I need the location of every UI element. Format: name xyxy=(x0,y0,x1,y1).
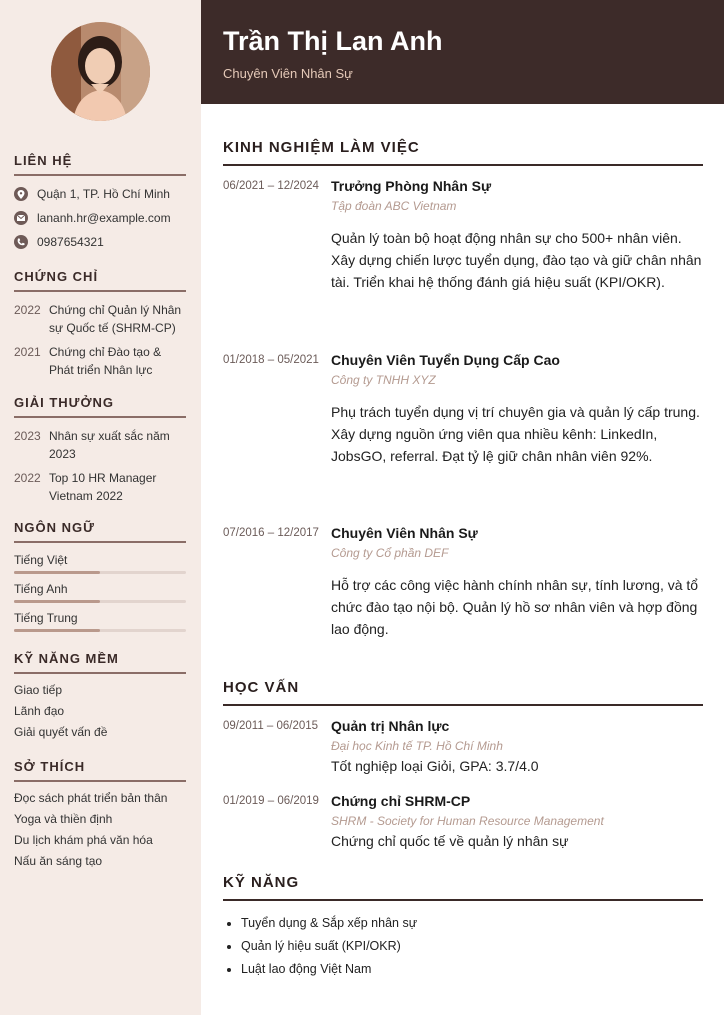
contact-address xyxy=(14,182,186,206)
header-banner xyxy=(201,0,724,104)
award-item xyxy=(14,427,186,463)
candidate-role: Chuyên Viên Nhân Sự xyxy=(223,66,353,81)
experience-description: Quản lý toàn bộ hoạt động nhân sự cho 500+ nhân viên. Xây dựng chiến lược tuyển dụng, đào tạo và giữ chân nhân tài. Triển khai hệ thống đánh giá hiệu suất (KPI/OKR). xyxy=(331,230,702,290)
languages-title: NGÔN NGỮ xyxy=(14,520,186,543)
certificates-section xyxy=(14,269,186,379)
experience-description: Hỗ trợ các công việc hành chính nhân sự, tính lương, và tổ chức đào tạo nội bộ. Quản lý hồ sơ nhân viên và hợp đồng lao động. xyxy=(331,577,699,637)
experience-date: 06/2021 – 12/2024 xyxy=(223,180,319,192)
education-school: SHRM - Society for Human Resource Management xyxy=(331,814,604,828)
education-degree: Chứng chỉ SHRM-CP xyxy=(331,793,471,809)
hobbies-section xyxy=(14,759,186,872)
award-text: Top 10 HR Manager Vietnam 2022 xyxy=(49,471,157,503)
experience-date: 01/2018 – 05/2021 xyxy=(223,354,319,366)
experience-company: Công ty Cổ phần DEF xyxy=(331,546,449,560)
education-note: Tốt nghiệp loại Giỏi, GPA: 3.7/4.0 xyxy=(331,758,539,774)
education-degree: Quản trị Nhân lực xyxy=(331,718,450,734)
hobby-item: Nấu ăn sáng tạo xyxy=(14,854,103,868)
certificate-year: 2022 xyxy=(14,303,41,317)
awards-section xyxy=(14,395,186,505)
mail-icon xyxy=(14,211,28,225)
soft-skill-item: Lãnh đạo xyxy=(14,704,65,718)
experience-title: KINH NGHIỆM LÀM VIỆC xyxy=(223,139,703,166)
contact-title: LIÊN HỆ xyxy=(14,153,186,176)
phone-icon xyxy=(14,235,28,249)
languages-section xyxy=(14,520,186,632)
education-school: Đại học Kinh tế TP. Hồ Chí Minh xyxy=(331,739,503,753)
language-level-bar xyxy=(14,571,186,574)
education-date: 01/2019 – 06/2019 xyxy=(223,795,319,807)
certificate-item xyxy=(14,343,186,379)
certificate-text: Chứng chỉ Quản lý Nhân sự Quốc tế (SHRM-CP) xyxy=(49,303,182,335)
language-level-bar xyxy=(14,600,186,603)
hobby-item: Yoga và thiền định xyxy=(14,812,113,826)
soft-skills-title: KỸ NĂNG MỀM xyxy=(14,651,186,674)
contact-email xyxy=(14,206,186,230)
award-year: 2022 xyxy=(14,471,41,485)
profile-photo-icon xyxy=(51,22,150,121)
language-level-bar xyxy=(14,629,186,632)
location-pin-icon xyxy=(14,187,28,201)
language-item xyxy=(14,553,186,574)
avatar xyxy=(51,22,150,121)
skills-title: KỸ NĂNG xyxy=(223,874,703,901)
experience-job-title: Chuyên Viên Tuyển Dụng Cấp Cao xyxy=(331,352,560,368)
sidebar xyxy=(0,0,201,1015)
address-text: Quận 1, TP. Hồ Chí Minh xyxy=(37,187,170,201)
education-title: HỌC VẤN xyxy=(223,679,703,706)
soft-skills-section xyxy=(14,651,186,743)
award-year: 2023 xyxy=(14,429,41,443)
experience-company: Công ty TNHH XYZ xyxy=(331,373,436,387)
language-name: Tiếng Trung xyxy=(14,611,78,625)
candidate-name: Trần Thị Lan Anh xyxy=(223,26,443,56)
certificate-text: Chứng chỉ Đào tạo & Phát triển Nhân lực xyxy=(49,345,162,377)
email-text[interactable]: lananh.hr@example.com xyxy=(37,211,171,225)
skills-list xyxy=(227,912,417,981)
certificate-item xyxy=(14,301,186,337)
certificates-title: CHỨNG CHỈ xyxy=(14,269,186,292)
bullet-icon xyxy=(227,922,231,926)
soft-skill-item: Giao tiếp xyxy=(14,683,63,697)
contact-section xyxy=(14,153,186,254)
experience-company: Tập đoàn ABC Vietnam xyxy=(331,199,457,213)
bullet-icon xyxy=(227,968,231,972)
experience-job-title: Trưởng Phòng Nhân Sự xyxy=(331,178,492,194)
language-item xyxy=(14,582,186,603)
hobby-item: Đọc sách phát triển bản thân xyxy=(14,791,168,805)
contact-phone xyxy=(14,230,186,254)
awards-title: GIẢI THƯỞNG xyxy=(14,395,186,418)
phone-text[interactable]: 0987654321 xyxy=(37,235,104,249)
hobbies-title: SỞ THÍCH xyxy=(14,759,186,782)
skill-item xyxy=(227,958,417,981)
skill-item xyxy=(227,912,417,935)
soft-skill-item: Giải quyết vấn đề xyxy=(14,725,108,739)
experience-description: Phụ trách tuyển dụng vị trí chuyên gia và quản lý cấp trung. Xây dựng nguồn ứng viên qua nhiều kênh: LinkedIn, JobsGO, referral. Đạt tỷ lệ giữ chân nhân viên 92%. xyxy=(331,404,700,464)
award-text: Nhân sự xuất sắc năm 2023 xyxy=(49,429,170,461)
certificate-year: 2021 xyxy=(14,345,41,359)
hobby-item: Du lịch khám phá văn hóa xyxy=(14,833,153,847)
skill-text: Tuyển dụng & Sắp xếp nhân sự xyxy=(241,916,418,930)
education-note: Chứng chỉ quốc tế về quản lý nhân sự xyxy=(331,833,569,849)
experience-job-title: Chuyên Viên Nhân Sự xyxy=(331,525,478,541)
skill-text: Quản lý hiệu suất (KPI/OKR) xyxy=(241,939,401,953)
bullet-icon xyxy=(227,945,231,949)
education-date: 09/2011 – 06/2015 xyxy=(223,720,319,732)
skill-text: Luật lao động Việt Nam xyxy=(241,962,372,976)
experience-date: 07/2016 – 12/2017 xyxy=(223,527,319,539)
language-item xyxy=(14,611,186,632)
award-item xyxy=(14,469,186,505)
language-name: Tiếng Anh xyxy=(14,582,68,596)
skill-item xyxy=(227,935,417,958)
language-name: Tiếng Việt xyxy=(14,553,68,567)
